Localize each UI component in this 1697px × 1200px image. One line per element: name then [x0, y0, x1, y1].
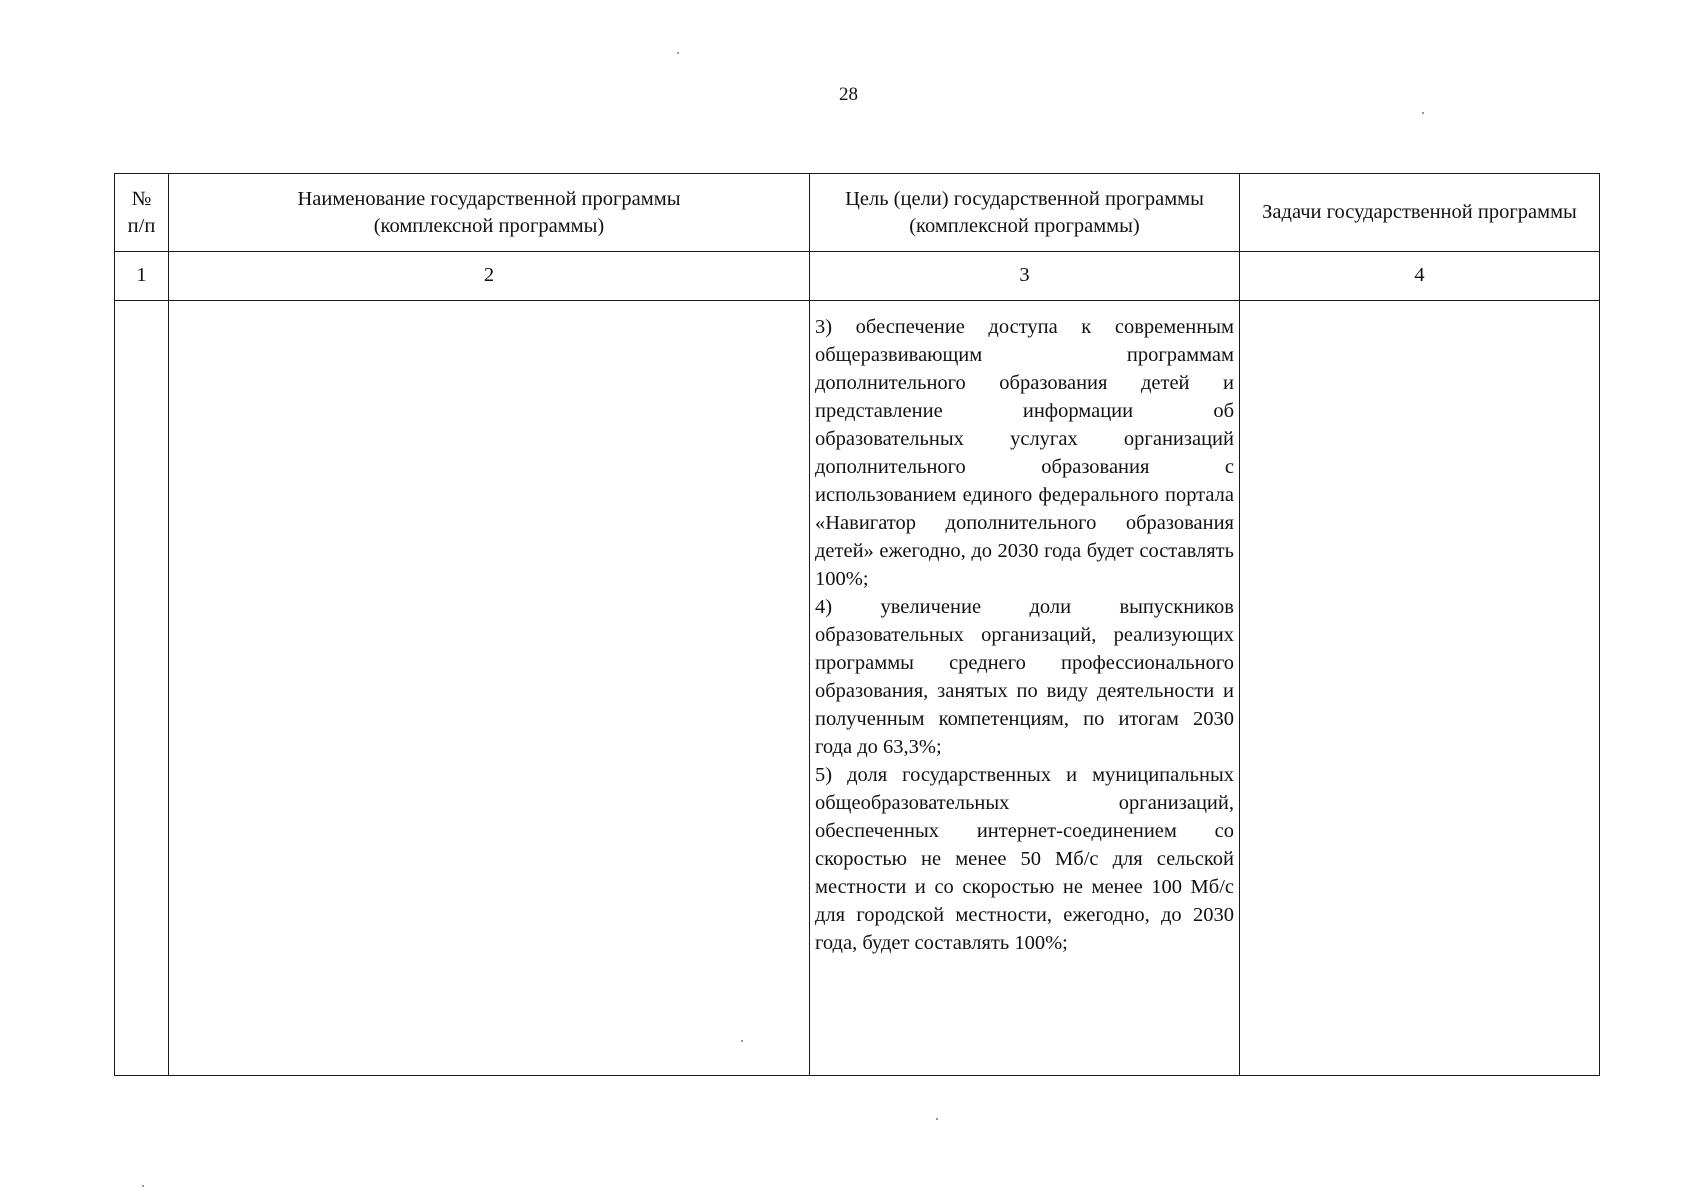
cell-number — [115, 301, 169, 1076]
table-row — [115, 301, 1600, 1076]
header-program-name — [169, 174, 810, 252]
scan-speck — [142, 1185, 144, 1187]
header-number-label: № п/п — [127, 187, 156, 237]
header-number — [115, 174, 169, 252]
header-row — [115, 174, 1600, 252]
cell-program-name — [169, 301, 810, 1076]
goal-item-3: 3) обеспечение доступа к современным общеразвивающим программам дополнительного образования детей и представление информации об образовательных услугах организаций дополнительного образования с использованием единого федерального портала «Навигатор дополнительного образования детей» ежегодно, до 2030 года будет составлять 100%; — [815, 316, 1234, 590]
goal-item-4: 4) увеличение доли выпускников образовательных организаций, реализующих программы среднего профессионального образования, занятых по виду деятельности и полученным компетенциям, по итогам 2030 года до 63,3%; — [815, 596, 1234, 758]
column-number-row — [115, 252, 1600, 301]
column-number-1: 1 — [115, 252, 169, 301]
program-table — [114, 173, 1600, 1076]
scan-speck — [741, 1040, 743, 1042]
scan-speck — [936, 1118, 938, 1120]
column-number-3: 3 — [810, 252, 1240, 301]
header-goals-label: Цель (цели) государственной программы (комплексной программы) — [845, 187, 1204, 237]
column-number-2: 2 — [169, 252, 810, 301]
cell-tasks — [1240, 301, 1600, 1076]
column-number-4: 4 — [1240, 252, 1600, 301]
header-tasks-label: Задачи государственной программы — [1262, 201, 1577, 224]
cell-goals — [810, 301, 1240, 1076]
header-tasks — [1240, 174, 1600, 252]
goals-list — [810, 301, 1239, 957]
header-goals — [810, 174, 1240, 252]
header-program-name-label: Наименование государственной программы (комплексной программы) — [297, 187, 681, 237]
scan-speck — [677, 52, 679, 54]
scan-speck — [1422, 112, 1424, 114]
goal-item-5: 5) доля государственных и муниципальных общеобразовательных организаций, обеспеченных интернет-соединением со скоростью не менее 50 Мб/с для сельской местности и со скоростью не менее 100 Мб/с для городской местности, ежегодно, до 2030 года, будет составлять 100%; — [815, 764, 1234, 954]
page-number: 28 — [839, 84, 858, 105]
